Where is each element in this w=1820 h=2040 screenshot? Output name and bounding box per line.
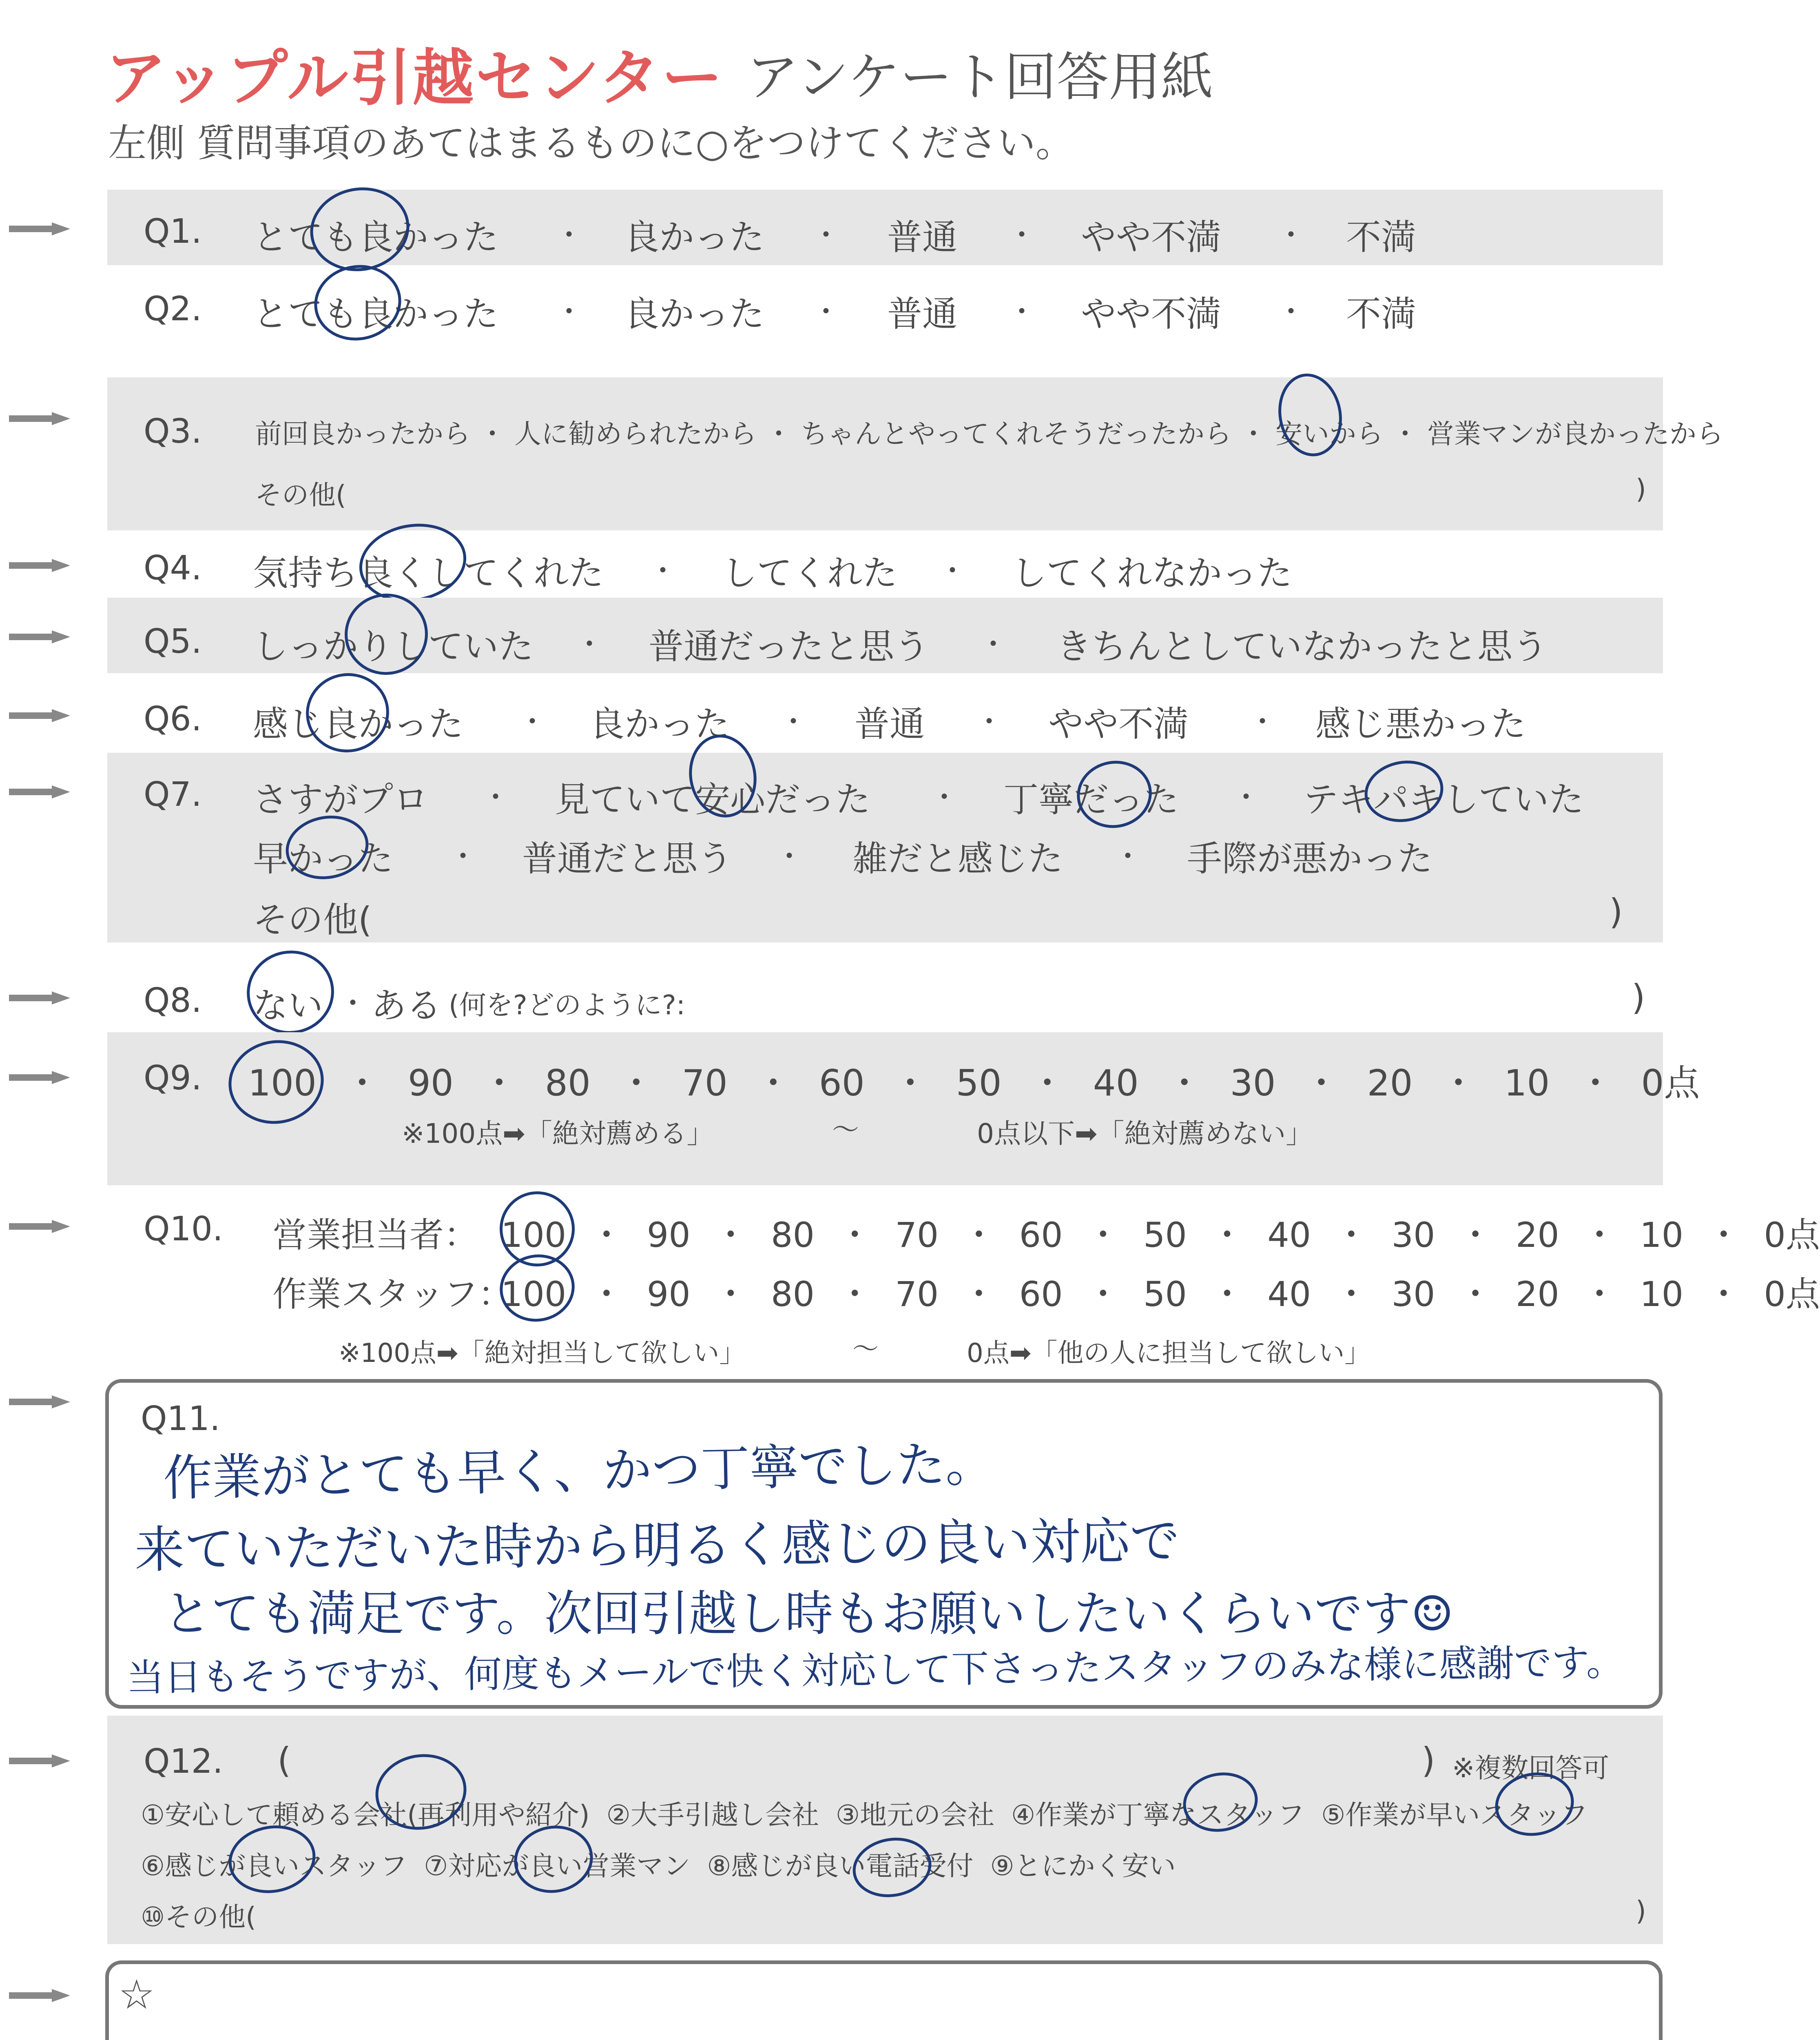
q10-note-left: ※100点➡「絶対担当して欲しい」 xyxy=(339,1338,746,1368)
instruction: 左側 質問事項のあてはまるものに○をつけてください。 xyxy=(108,121,1074,166)
q6-option-2[interactable]: 良かった xyxy=(589,704,730,745)
q8-label: Q8. xyxy=(144,981,202,1020)
separator: ・ xyxy=(1277,295,1305,328)
q6-option-3[interactable]: 普通 xyxy=(855,704,925,745)
q10-tilde: 〜 xyxy=(852,1334,879,1364)
q12-label: Q12. xyxy=(144,1742,223,1781)
q3-option-3[interactable]: ちゃんとやってくれそうだったから xyxy=(800,418,1231,450)
q6-label: Q6. xyxy=(144,700,202,738)
q12-option-1[interactable]: ①安心して頼める会社(再利用や紹介) xyxy=(141,1799,590,1831)
q3-other[interactable]: その他( xyxy=(255,479,346,511)
q9-option-10[interactable]: 10 xyxy=(1504,1062,1550,1104)
arrow-right-icon xyxy=(9,991,70,1004)
arrow-right-icon xyxy=(9,709,70,722)
q7-option-6[interactable]: 普通だと思う xyxy=(522,838,733,879)
q10-sales-60[interactable]: 60 xyxy=(1019,1215,1063,1255)
q10-sales-40[interactable]: 40 xyxy=(1267,1215,1311,1255)
q12-option-9[interactable]: ⑨とにかく安い xyxy=(990,1850,1176,1882)
q10-staff-70[interactable]: 70 xyxy=(895,1274,939,1314)
q3-option-2[interactable]: 人に勧められたから xyxy=(514,418,757,450)
arrow-right-icon xyxy=(9,412,70,425)
separator: ・ xyxy=(555,218,583,252)
q11-line-4: 当日もそうですが、何度もメールで快く対応して下さったスタッフのみな様に感謝です。 xyxy=(126,1640,1624,1700)
q12-open: ( xyxy=(277,1740,291,1781)
q10-sales-90[interactable]: 90 xyxy=(647,1215,691,1255)
q9-note-right: 0点以下➡「絶対薦めない」 xyxy=(977,1118,1313,1149)
separator: ・ xyxy=(812,218,840,252)
q7-option-7[interactable]: 雑だと感じた xyxy=(852,838,1063,879)
q10-staff-10[interactable]: 10 xyxy=(1640,1274,1684,1314)
q4-label: Q4. xyxy=(144,549,202,588)
arrow-right-icon xyxy=(9,1395,70,1408)
q10-label: Q10. xyxy=(144,1210,223,1248)
q10-sales-80[interactable]: 80 xyxy=(771,1215,815,1255)
q3-option-4[interactable]: 安いから xyxy=(1275,418,1383,450)
separator: ・ xyxy=(518,705,547,738)
arrow-right-icon xyxy=(9,1220,70,1233)
q9-label: Q9. xyxy=(144,1059,202,1098)
q10-note-right: 0点➡「他の人に担当して欲しい」 xyxy=(967,1338,1371,1368)
q10-staff-50[interactable]: 50 xyxy=(1143,1274,1187,1314)
q11-line-2: 来ていただいた時から明るく感じの良い対応で xyxy=(134,1512,1180,1579)
arrow-right-icon xyxy=(9,222,70,235)
separator: ・ xyxy=(481,781,510,814)
q10-sales-label: 営業担当者： xyxy=(272,1215,478,1255)
star-icon: ☆ xyxy=(118,1971,155,2018)
separator: ・ xyxy=(555,295,583,328)
arrow-right-icon xyxy=(9,785,70,798)
q11-label: Q11. xyxy=(141,1399,220,1438)
q1-label: Q1. xyxy=(144,212,202,251)
q12-option-7[interactable]: ⑦対応が良い営業マン xyxy=(424,1850,691,1882)
q1-option-5[interactable]: 不満 xyxy=(1346,217,1416,258)
q2-option-2[interactable]: 良かった xyxy=(624,294,764,335)
q10-sales-70[interactable]: 70 xyxy=(895,1215,939,1255)
q10-sales-0[interactable]: 0点 xyxy=(1764,1215,1820,1255)
q10-staff-20[interactable]: 20 xyxy=(1515,1274,1559,1314)
q12-option-2[interactable]: ②大手引越し会社 xyxy=(606,1799,819,1831)
q8-option-1[interactable]: ない xyxy=(253,985,323,1026)
separator: ・ xyxy=(449,840,477,873)
q7-option-2[interactable]: 見ていて安心だった xyxy=(555,779,870,820)
q3-other-close: ) xyxy=(1636,473,1646,505)
q11-line-3: とても満足です。次回引越し時もお願いしたいくらいです☺ xyxy=(163,1585,1454,1642)
q12-option-6[interactable]: ⑥感じが良いスタッフ xyxy=(141,1850,407,1882)
q2-label: Q2. xyxy=(144,290,202,328)
q10-staff-0[interactable]: 0点 xyxy=(1764,1274,1820,1314)
q3-option-1[interactable]: 前回良かったから xyxy=(255,418,470,450)
q12-row-1 xyxy=(141,1793,1588,1832)
q10-staff-100[interactable]: 100 xyxy=(501,1274,567,1314)
q10-staff-30[interactable]: 30 xyxy=(1391,1274,1435,1314)
q1-option-3[interactable]: 普通 xyxy=(887,217,957,258)
q10-staff-80[interactable]: 80 xyxy=(771,1274,815,1314)
arrow-right-icon xyxy=(9,1071,70,1084)
form-title: アンケート回答用紙 xyxy=(746,47,1213,108)
q10-staff-scale: 100 ・ 90 ・ 80 ・ 70 ・ 60 ・ 50 ・ 40 ・ 30 ・ 20 ・ 10 ・ 0点 xyxy=(501,1274,1820,1314)
q1-option-1[interactable]: とても良かった xyxy=(253,217,498,258)
q9-option-80[interactable]: 80 xyxy=(545,1062,591,1104)
separator: ・ xyxy=(1277,218,1305,252)
separator: ・ xyxy=(979,628,1007,661)
q7-other-close: ) xyxy=(1609,891,1623,932)
q9-option-60[interactable]: 60 xyxy=(819,1062,865,1104)
q10-sales-10[interactable]: 10 xyxy=(1640,1215,1684,1255)
q2-option-5[interactable]: 不満 xyxy=(1346,294,1416,335)
q9-option-70[interactable]: 70 xyxy=(682,1062,728,1104)
q12-multi-note: ※複数回答可 xyxy=(1452,1752,1610,1784)
q10-sales-100[interactable]: 100 xyxy=(501,1215,567,1255)
q7-other[interactable]: その他( xyxy=(253,900,372,940)
separator: ・ xyxy=(1232,781,1260,814)
separator: ・ xyxy=(1007,295,1036,328)
q12-option-3[interactable]: ③地元の会社 xyxy=(835,1799,994,1831)
q10-sales-30[interactable]: 30 xyxy=(1391,1215,1435,1255)
brand-name: アップル引越センター xyxy=(105,43,724,114)
q8-close: ) xyxy=(1632,977,1645,1018)
free-comment-box[interactable] xyxy=(105,1960,1663,2040)
q9-scale: 100 ・ 90 ・ 80 ・ 70 ・ 60 ・ 50 ・ 40 ・ 30 ・ 20 ・ 10 ・ 0点 xyxy=(248,1062,1700,1104)
q7-option-8[interactable]: 手際が悪かった xyxy=(1187,838,1433,879)
separator: ・ xyxy=(938,554,967,588)
q2-option-4[interactable]: やや不満 xyxy=(1081,294,1221,335)
q7-option-5[interactable]: 早かった xyxy=(253,838,393,879)
q10-sales-50[interactable]: 50 xyxy=(1143,1215,1187,1255)
q12-option-10-close: ) xyxy=(1636,1895,1646,1927)
q2-option-3[interactable]: 普通 xyxy=(887,294,957,335)
q10-staff-60[interactable]: 60 xyxy=(1019,1274,1063,1314)
q12-option-4[interactable]: ④作業が丁寧なスタッフ xyxy=(1011,1799,1305,1831)
q3-option-5[interactable]: 営業マンが良かったから xyxy=(1427,418,1723,450)
q4-option-3[interactable]: してくれなかった xyxy=(1012,553,1292,594)
q10-staff-40[interactable]: 40 xyxy=(1267,1274,1311,1314)
q9-option-100[interactable]: 100 xyxy=(248,1062,317,1104)
separator: ・ xyxy=(775,840,804,873)
q3-label: Q3. xyxy=(144,412,202,451)
q9-option-30[interactable]: 30 xyxy=(1230,1062,1276,1104)
q5-option-3[interactable]: きちんとしていなかったと思う xyxy=(1056,626,1548,667)
separator: ・ xyxy=(1007,218,1036,252)
separator: ・ xyxy=(930,781,959,814)
arrow-right-icon xyxy=(9,630,70,643)
q5-label: Q5. xyxy=(144,622,202,661)
q1-option-2[interactable]: 良かった xyxy=(624,217,764,258)
q7-option-4[interactable]: テキパキしていた xyxy=(1303,779,1584,820)
q9-tilde: 〜 xyxy=(832,1114,859,1145)
q5-option-2[interactable]: 普通だったと思う xyxy=(649,626,929,667)
q4-option-1[interactable]: 気持ち良くしてくれた xyxy=(253,553,604,594)
separator: ・ xyxy=(1248,705,1277,738)
q8-detail[interactable]: (何を?どのように?: xyxy=(449,989,686,1021)
separator: ・ xyxy=(575,628,604,661)
q1-option-4[interactable]: やや不満 xyxy=(1081,217,1221,258)
arrow-right-icon xyxy=(9,1989,70,2002)
q10-staff-label: 作業スタッフ： xyxy=(272,1274,513,1314)
q7-option-3[interactable]: 丁寧だった xyxy=(1003,779,1179,820)
q3-options: 前回良かったから ・ 人に勧められたから ・ ちゃんとやってくれそうだったから ・ 安いから ・ 営業マンが良かったから xyxy=(255,418,1723,450)
arrow-right-icon xyxy=(9,559,70,572)
separator: ・ xyxy=(339,987,367,1020)
separator: ・ xyxy=(649,554,677,588)
separator: ・ xyxy=(812,295,840,328)
q9-option-20[interactable]: 20 xyxy=(1367,1062,1413,1104)
q9-option-40[interactable]: 40 xyxy=(1093,1062,1139,1104)
q10-sales-scale: 100 ・ 90 ・ 80 ・ 70 ・ 60 ・ 50 ・ 40 ・ 30 ・ 20 ・ 10 ・ 0点 xyxy=(501,1215,1820,1255)
q12-option-5[interactable]: ⑤作業が早いスタッフ xyxy=(1321,1799,1588,1831)
q6-option-4[interactable]: やや不満 xyxy=(1048,704,1189,745)
q8-option-2[interactable]: ある xyxy=(371,985,441,1026)
q12-close: ) xyxy=(1421,1740,1435,1781)
separator: ・ xyxy=(975,705,1003,738)
q9-option-50[interactable]: 50 xyxy=(956,1062,1002,1104)
q7-label: Q7. xyxy=(144,775,202,814)
separator: ・ xyxy=(779,705,808,738)
q6-option-1[interactable]: 感じ良かった xyxy=(253,704,463,745)
q9-option-90[interactable]: 90 xyxy=(407,1062,454,1104)
q10-sales-20[interactable]: 20 xyxy=(1515,1215,1559,1255)
q2-option-1[interactable]: とても良かった xyxy=(253,294,498,335)
q4-option-2[interactable]: してくれた xyxy=(722,553,897,594)
q12-option-8[interactable]: ⑧感じが良い電話受付 xyxy=(707,1850,974,1882)
q7-option-1[interactable]: さすがプロ xyxy=(253,779,428,820)
q9-note-left: ※100点➡「絶対薦める」 xyxy=(402,1118,714,1149)
arrow-right-icon xyxy=(9,1754,70,1767)
q6-option-5[interactable]: 感じ悪かった xyxy=(1315,704,1526,745)
q5-option-1[interactable]: しっかりしていた xyxy=(253,626,534,667)
q9-option-0[interactable]: 0点 xyxy=(1641,1062,1700,1104)
q10-staff-90[interactable]: 90 xyxy=(647,1274,691,1314)
q12-option-10[interactable]: ⑩その他( xyxy=(141,1901,256,1933)
q11-line-1: 作業がとても早く、かつ丁寧でした。 xyxy=(163,1436,995,1507)
separator: ・ xyxy=(1114,840,1142,873)
